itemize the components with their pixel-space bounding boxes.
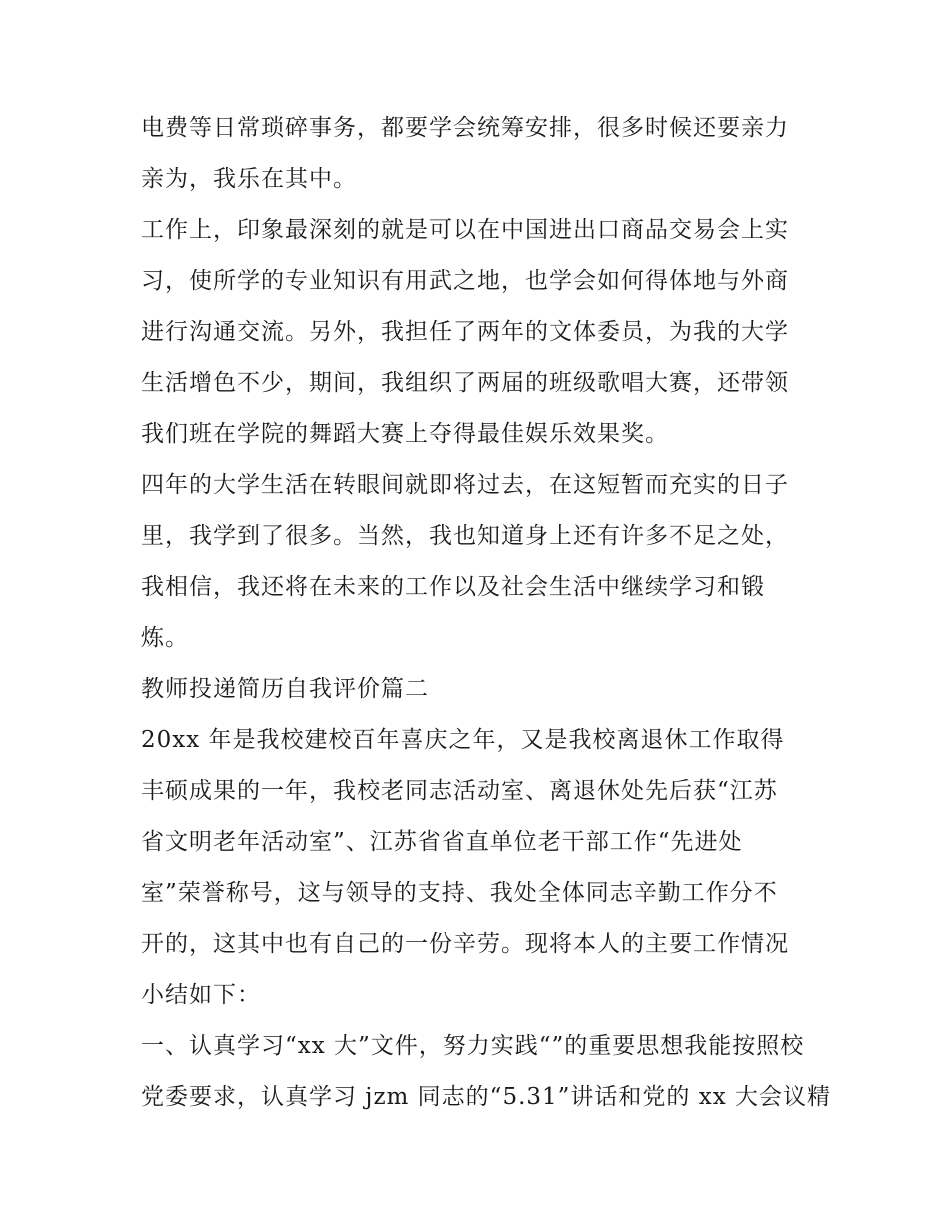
text-line: 进行沟通交流。另外，我担任了两年的文体委员，为我的大学 xyxy=(141,319,789,345)
body-text xyxy=(141,103,831,1123)
text-line: 室”荣誉称号，这与领导的支持、我处全体同志辛勤工作分不 xyxy=(141,880,778,906)
text-line: 亲为，我乐在其中。 xyxy=(141,166,357,192)
text-line: 省文明老年活动室”、江苏省省直单位老干部工作“先进处 xyxy=(141,829,743,855)
text-line: 一、认真学习“xx 大”文件，努力实践“”的重要思想我能按照校 xyxy=(141,1033,805,1059)
text-line: 20xx 年是我校建校百年喜庆之年，又是我校离退休工作取得 xyxy=(141,727,785,753)
text-line: 习，使所学的专业知识有用武之地，也学会如何得体地与外商 xyxy=(141,268,789,294)
text-line: 里，我学到了很多。当然，我也知道身上还有许多不足之处， xyxy=(141,523,789,549)
text-line: 我们班在学院的舞蹈大赛上夺得最佳娱乐效果奖。 xyxy=(141,421,669,447)
text-line: 四年的大学生活在转眼间就即将过去，在这短暂而充实的日子 xyxy=(141,472,789,498)
text-line: 炼。 xyxy=(141,625,189,651)
text-line: 丰硕成果的一年，我校老同志活动室、离退休处先后获“江苏 xyxy=(141,778,778,804)
text-line: 工作上，印象最深刻的就是可以在中国进出口商品交易会上实 xyxy=(141,217,789,243)
text-line: 我相信，我还将在未来的工作以及社会生活中继续学习和锻 xyxy=(141,574,765,600)
text-line: 生活增色不少，期间，我组织了两届的班级歌唱大赛，还带领 xyxy=(141,370,789,396)
text-line: 电费等日常琐碎事务，都要学会统筹安排，很多时候还要亲力 xyxy=(141,115,789,141)
text-line: 党委要求，认真学习 jzm 同志的“5.31”讲话和党的 xx 大会议精 xyxy=(141,1084,831,1110)
text-line: 开的，这其中也有自己的一份辛劳。现将本人的主要工作情况 xyxy=(141,931,789,957)
text-line: 小结如下： xyxy=(141,982,261,1008)
section-heading: 教师投递简历自我评价篇二 xyxy=(141,676,429,702)
